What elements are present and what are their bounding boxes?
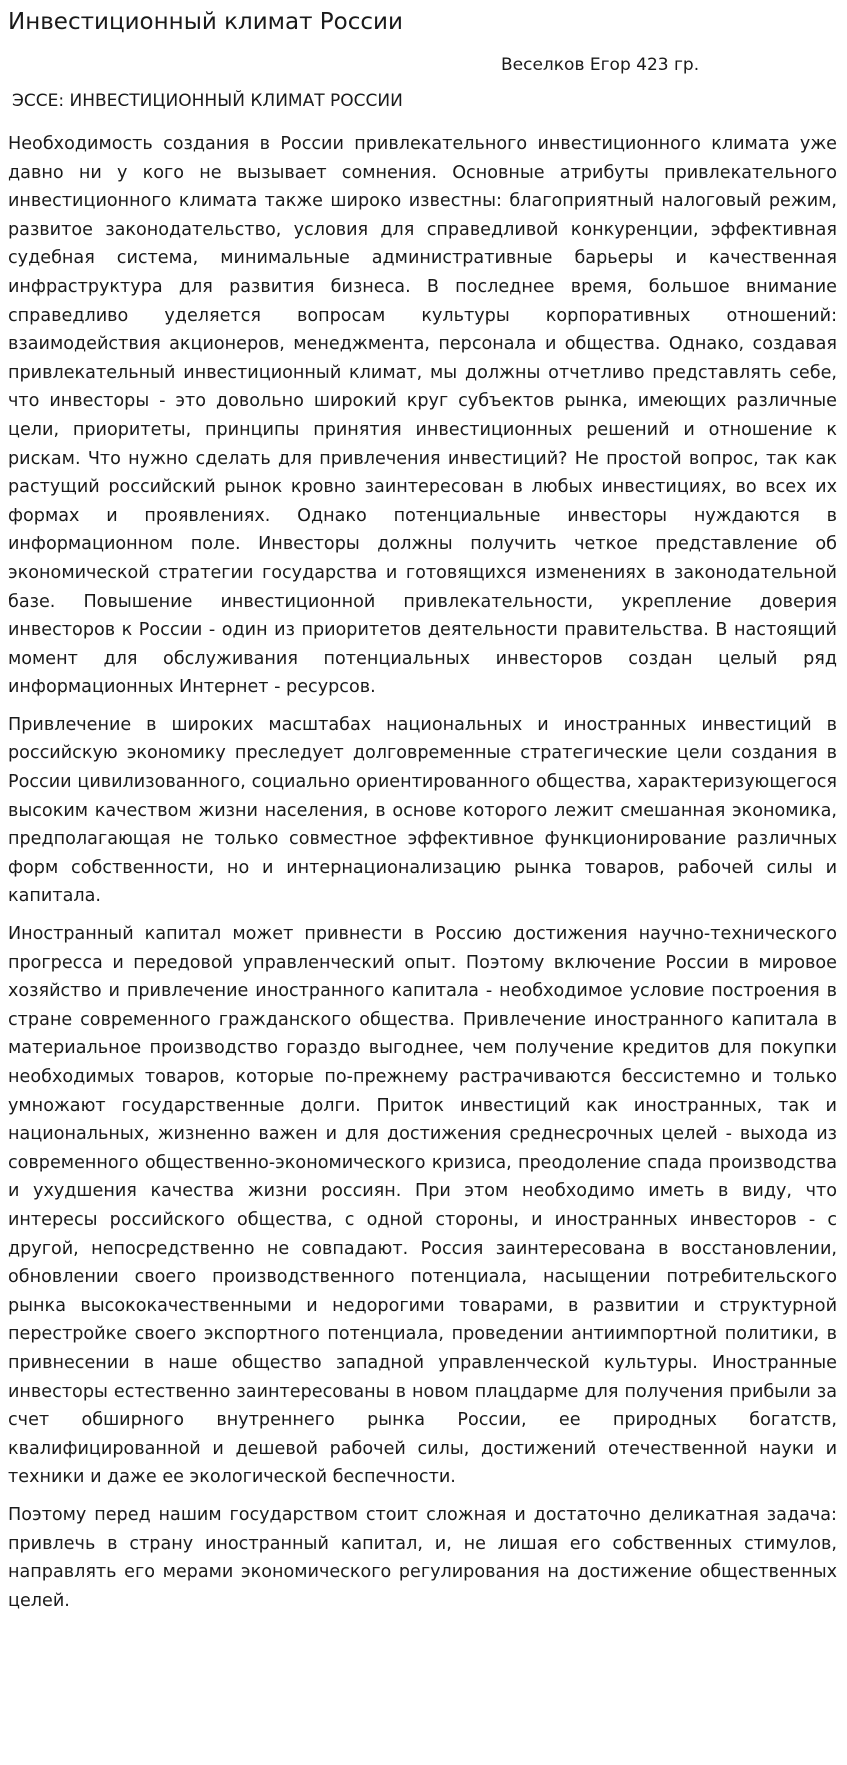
essay-heading: ЭССЕ: ИНВЕСТИЦИОННЫЙ КЛИМАТ РОССИИ <box>12 91 403 111</box>
paragraph: Поэтому перед нашим государством стоит сложная и достаточно деликатная задача: привлечь в страну иностранный капитал, и, не лишая его собственных стимулов, направлять его мерами экономического регулирования на достижение общественных целей. <box>8 1504 837 1611</box>
paragraph: Привлечение в широких масштабах национальных и иностранных инвестиций в российскую экономику преследует долговременные стратегические цели создания в России цивилизованного, социально ориентированного общества, характеризующегося высоким качеством жизни населения, в основе которого лежит смешанная экономика, предполагающая не только совместное эффективное функционирование различных форм собственности, но и интернационализацию рынка товаров, рабочей силы и капитала. <box>8 714 837 907</box>
paragraph: Иностранный капитал может привнести в Россию достижения научно-технического прогресса и передовой управленческий опыт. Поэтому включение России в мировое хозяйство и привлечение иностранного капитала - необходимое условие построения в стране современного гражданского общества. Привлечение иностранного капитала в материальное производство гораздо выгоднее, чем получение кредитов для покупки необходимых товаров, которые по-прежнему растрачиваются бессистемно и только умножают государственные долги. Приток инвестиций как иностранных, так и национальных, жизненно важен и для достижения среднесрочных целей - выхода из современного общественно-экономического кризиса, преодоление спада производства и ухудшения качества жизни россиян. При этом необходимо иметь в виду, что интересы российского общества, с одной стороны, и иностранных инвесторов - с другой, непосредственно не совпадают. Россия заинтересована в восстановлении, обновлении своего производственного потенциала, насыщении потребительского рынка высококачественными и недорогими товарами, в развитии и структурной перестройке своего экспортного потенциала, проведении антиимпортной политики, в привнесении в наше общество западной управленческой культуры. Иностранные инвесторы естественно заинтересованы в новом плацдарме для получения прибыли за счет обширного внутреннего рынка России, ее природных богатств, квалифицированной и дешевой рабочей силы, достижений отечественной науки и техники и даже ее экологической беспечности. <box>8 924 837 1488</box>
document-title: Инвестиционный климат России <box>8 9 403 35</box>
essay-body <box>8 130 837 1615</box>
paragraph: Необходимость создания в России привлекательного инвестиционного климата уже давно ни у кого не вызывает сомнения. Основные атрибуты привлекательного инвестиционного климата также широко известны: благоприятный налоговый режим, развитое законодательство, условия для справедливой конкуренции, эффективная судебная система, минимальные административные барьеры и качественная инфраструктура для развития бизнеса. В последнее время, большое внимание справедливо уделяется вопросам культуры корпоративных отношений: взаимодействия акционеров, менеджмента, персонала и общества. Однако, создавая привлекательный инвестиционный климат, мы должны отчетливо представлять себе, что инвесторы - это довольно широкий круг субъектов рынка, имеющих различные цели, приоритеты, принципы принятия инвестиционных решений и отношение к рискам. Что нужно сделать для привлечения инвестиций? Не простой вопрос, так как растущий российский рынок кровно заинтересован в любых инвестициях, во всех их формах и проявлениях. Однако потенциальные инвесторы нуждаются в информационном поле. Инвесторы должны получить четкое представление об экономической стратегии государства и готовящихся изменениях в законодательной базе. Повышение инвестиционной привлекательности, укрепление доверия инвесторов к России - один из приоритетов деятельности правительства. В настоящий момент для обслуживания потенциальных инвесторов создан целый ряд информационных Интернет - ресурсов. <box>8 134 837 698</box>
author-line: Веселков Егор 423 гр. <box>501 55 700 75</box>
